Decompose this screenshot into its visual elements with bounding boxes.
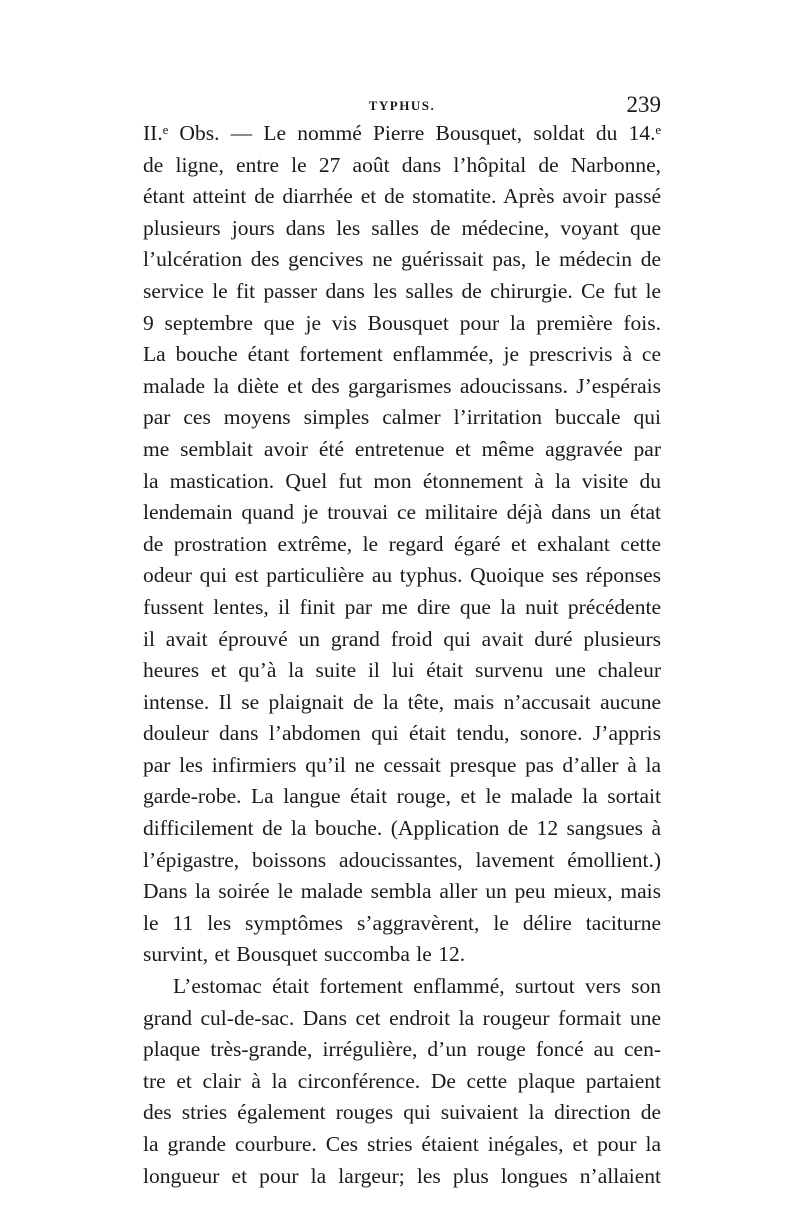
text-line: l’épigastre, boissons adoucissantes, lavement émollient.)	[143, 847, 661, 872]
text-line: des stries également rouges qui suivaient la direction de	[143, 1100, 661, 1125]
text-line: tre et clair à la circonférence. De cette plaque partaient	[143, 1068, 661, 1093]
text-line: service le fit passer dans les salles de chirurgie. Ce fut le	[143, 278, 661, 303]
text-line: le 11 les symptômes s’aggravèrent, le délire taciturne	[143, 910, 661, 935]
text-line: par ces moyens simples calmer l’irritation buccale qui	[143, 405, 661, 430]
text-line: de ligne, entre le 27 août dans l’hôpital de Narbonne,	[143, 152, 661, 177]
text-line: il avait éprouvé un grand froid qui avait duré plusieurs	[143, 626, 661, 651]
running-title: TYPHUS.	[368, 98, 436, 113]
text-line: 9 septembre que je vis Bousquet pour la première fois.	[143, 310, 661, 335]
text-line: difficilement de la bouche. (Application de 12 sangsues à	[143, 816, 661, 841]
text-line: malade la diète et des gargarismes adoucissans. J’espérais	[143, 373, 661, 398]
text-line: odeur qui est particulière au typhus. Quoique ses réponses	[143, 563, 661, 588]
text-line: intense. Il se plaignait de la tête, mais n’accusait aucune	[143, 689, 661, 714]
text-line: La bouche étant fortement enflammée, je prescrivis à ce	[143, 342, 661, 367]
text-line: Dans la soirée le malade sembla aller un peu mieux, mais	[143, 879, 661, 904]
text-line: me semblait avoir été entretenue et même aggravée par	[143, 436, 661, 461]
text-line: la mastication. Quel fut mon étonnement à la visite du	[143, 468, 661, 493]
text-line: heures et qu’à la suite il lui était survenu une chaleur	[143, 658, 661, 683]
text-line: survint, et Bousquet succomba le 12.	[143, 942, 466, 967]
text-line: longueur et pour la largeur; les plus longues n’allaient	[143, 1163, 661, 1188]
text-line: la grande courbure. Ces stries étaient inégales, et pour la	[143, 1132, 661, 1156]
text-line: de prostration extrême, le regard égaré et exhalant cette	[143, 531, 661, 556]
text-line: grand cul-de-sac. Dans cet endroit la rougeur formait une	[143, 1005, 661, 1030]
text-line: plaque très-grande, irrégulière, d’un rouge foncé au cen-	[143, 1037, 661, 1062]
text-line: douleur dans l’abdomen qui était tendu, sonore. J’appris	[143, 721, 661, 746]
body-text	[143, 118, 661, 1192]
text-line: étant atteint de diarrhée et de stomatite. Après avoir passé	[143, 184, 661, 209]
text-line: lendemain quand je trouvai ce militaire déjà dans un état	[143, 500, 661, 525]
text-line: II.ᵉ Obs. — Le nommé Pierre Bousquet, soldat du 14.ᵉ	[143, 121, 661, 145]
text-line: garde-robe. La langue était rouge, et le malade la sortait	[143, 784, 661, 809]
text-line: L’estomac était fortement enflammé, surtout vers son	[173, 974, 661, 999]
text-line: l’ulcération des gencives ne guérissait pas, le médecin de	[143, 247, 661, 272]
page-number: 239	[626, 92, 661, 117]
running-head	[143, 92, 661, 118]
text-line: plusieurs jours dans les salles de médecine, voyant que	[143, 215, 661, 240]
text-line: par les infirmiers qu’il ne cessait presque pas d’aller à la	[143, 752, 661, 777]
text-line: fussent lentes, il finit par me dire que la nuit précédente	[143, 594, 661, 619]
